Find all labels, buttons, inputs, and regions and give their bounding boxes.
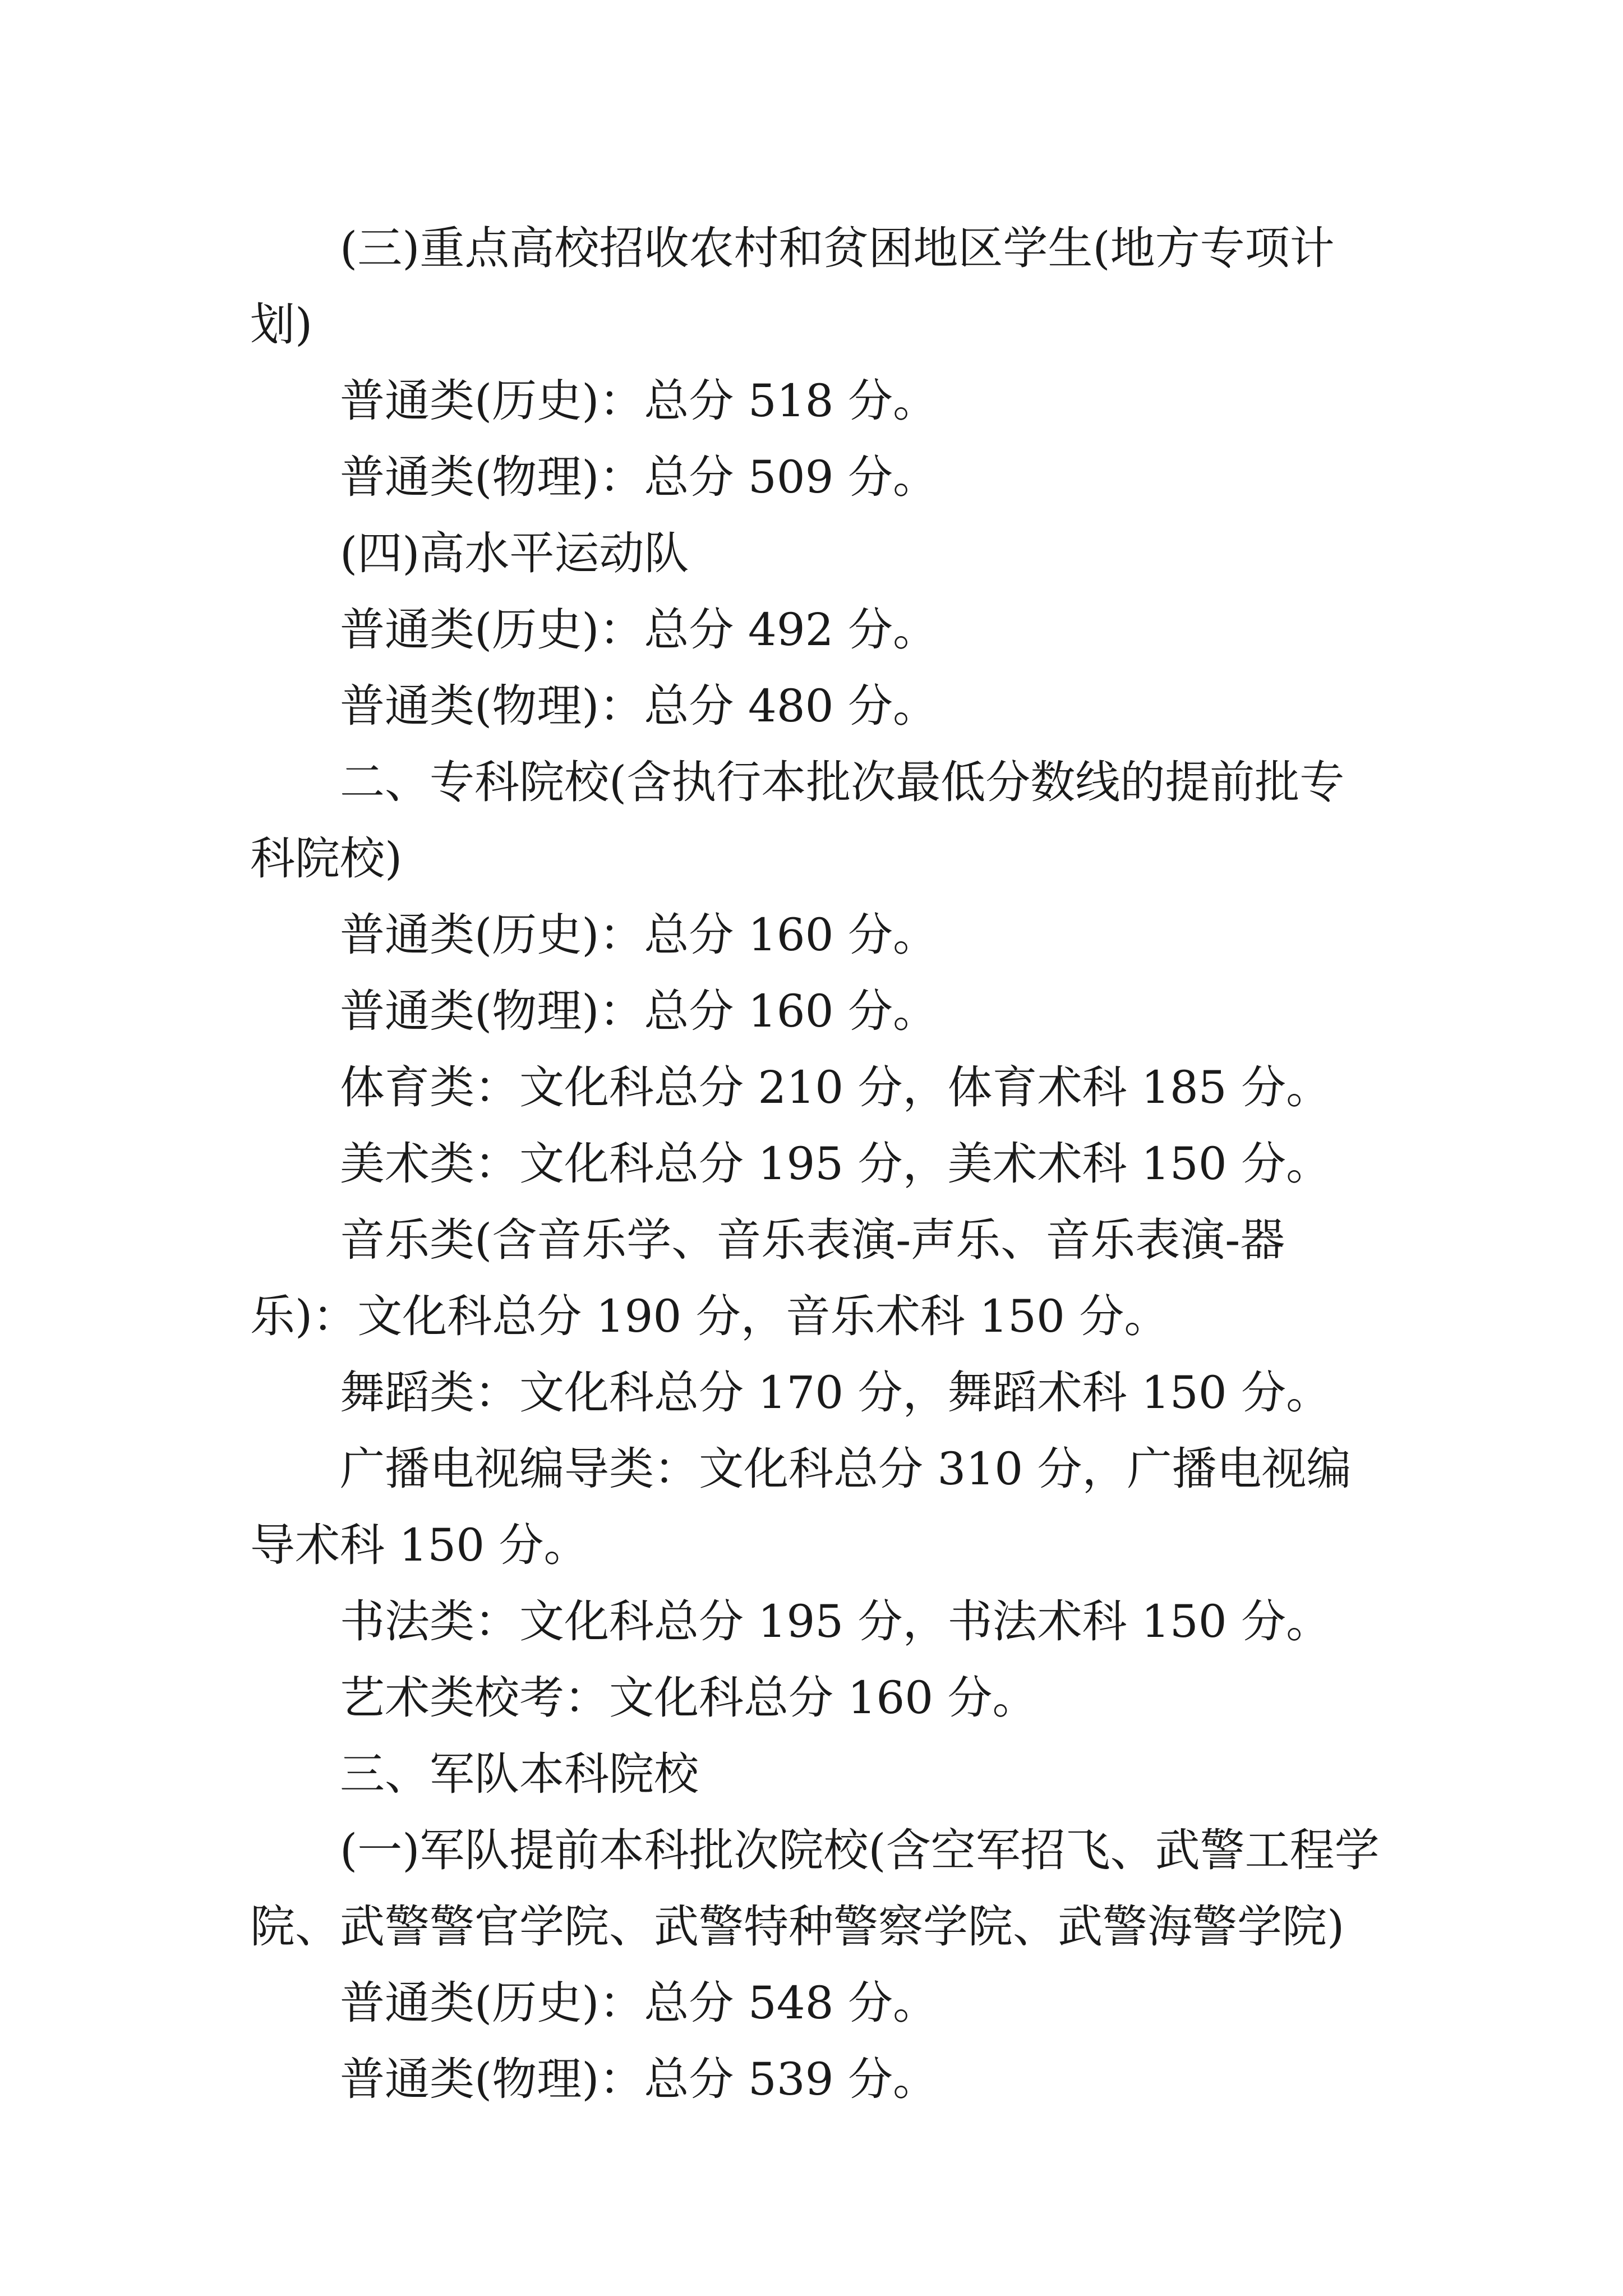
section-heading-sports-team: (四)高水平运动队 bbox=[340, 527, 689, 579]
score-line: 普通类(历史)：总分 492 分。 bbox=[340, 604, 938, 656]
score-line: 书法类：文化科总分 195 分，书法术科 150 分。 bbox=[340, 1595, 1331, 1648]
score-line: 舞蹈类：文化科总分 170 分，舞蹈术科 150 分。 bbox=[340, 1366, 1331, 1419]
score-line: 普通类(历史)：总分 548 分。 bbox=[340, 1977, 938, 2029]
section-heading-military-early-batch: (一)军队提前本科批次院校(含空军招飞、武警工程学院、武警警官学院、武警特种警察学院、武警海警学院) bbox=[250, 1824, 1380, 1953]
score-line: 普通类(历史)：总分 160 分。 bbox=[340, 909, 938, 961]
score-line: 体育类：文化科总分 210 分，体育术科 185 分。 bbox=[340, 1061, 1331, 1114]
score-line: 普通类(历史)：总分 518 分。 bbox=[340, 375, 938, 427]
section-heading-military-colleges: 三、军队本科院校 bbox=[340, 1748, 699, 1800]
score-line: 音乐类(含音乐学、音乐表演-声乐、音乐表演-器乐)：文化科总分 190 分，音乐术科 150 分。 bbox=[250, 1214, 1285, 1342]
score-line: 艺术类校考：文化科总分 160 分。 bbox=[340, 1672, 1038, 1724]
section-heading-local-special-plan: (三)重点高校招收农村和贫困地区学生(地方专项计划) bbox=[250, 222, 1335, 351]
score-line: 广播电视编导类：文化科总分 310 分，广播电视编导术科 150 分。 bbox=[250, 1443, 1352, 1571]
document-body bbox=[250, 210, 1389, 2118]
score-line: 普通类(物理)：总分 480 分。 bbox=[340, 680, 938, 732]
section-heading-vocational-colleges: 二、专科院校(含执行本批次最低分数线的提前批专科院校) bbox=[250, 756, 1345, 885]
score-line: 普通类(物理)：总分 509 分。 bbox=[340, 451, 938, 503]
score-line: 普通类(物理)：总分 160 分。 bbox=[340, 985, 938, 1037]
score-line: 美术类：文化科总分 195 分，美术术科 150 分。 bbox=[340, 1138, 1331, 1190]
score-line: 普通类(物理)：总分 539 分。 bbox=[340, 2053, 938, 2105]
